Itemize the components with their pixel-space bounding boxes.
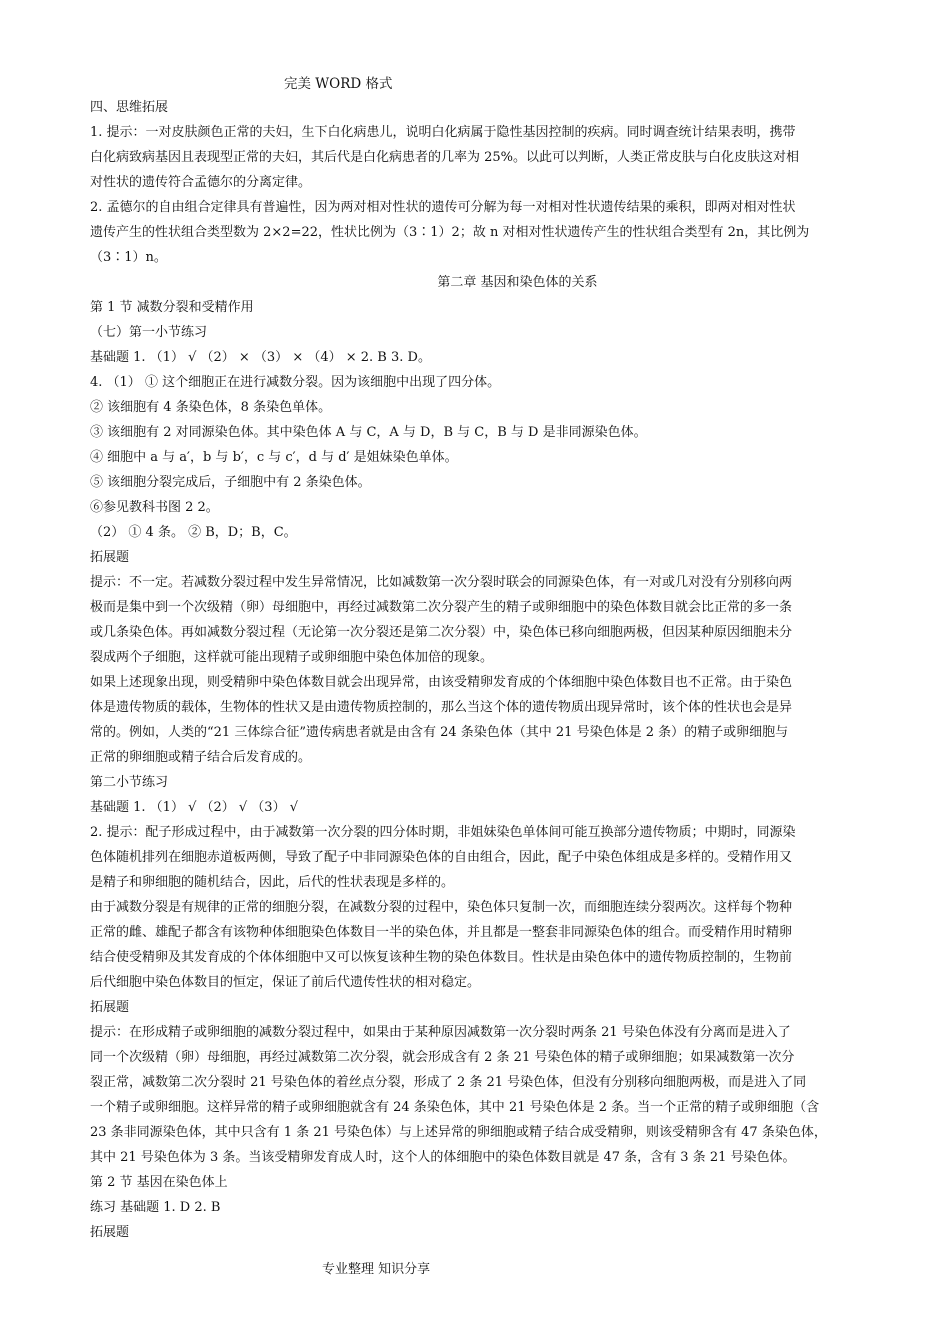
text-line: 裂正常，减数第二次分裂时 21 号染色体的着丝点分裂，形成了 2 条 21 号染色体，但没有分别移向细胞两极，而是进入了同 bbox=[90, 1075, 807, 1090]
chapter-title: 第二章 基因和染色体的关系 bbox=[437, 275, 598, 290]
text-line: 练习 基础题 1. D 2. B bbox=[90, 1200, 221, 1215]
text-line: 提示：不一定。若减数分裂过程中发生异常情况，比如减数第一次分裂时联会的同源染色体，有一对或几对没有分别移向两 bbox=[90, 575, 793, 590]
text-line: 如果上述现象出现，则受精卵中染色体数目就会出现异常，由该受精卵发育成的个体细胞中染色体数目也不正常。由于染色 bbox=[90, 675, 793, 690]
text-line: ③ 该细胞有 2 对同源染色体。其中染色体 A 与 C，A 与 D，B 与 C，B 与 D 是非同源染色体。 bbox=[90, 425, 647, 440]
text-line: 遗传产生的性状组合类型数为 2×2=22，性状比例为（3∶1）2；故 n 对相对性状遗传产生的性状组合类型有 2n，其比例为 bbox=[90, 225, 810, 240]
text-line: 结合使受精卵及其发育成的个体体细胞中又可以恢复该种生物的染色体数目。性状是由染色体中的遗传物质控制的，生物前 bbox=[90, 950, 793, 965]
text-line: （2） ① 4 条。 ② B，D；B，C。 bbox=[90, 525, 297, 540]
text-line: 基础题 1. （1） √ （2） √ （3） √ bbox=[90, 800, 298, 815]
text-line: 拓展题 bbox=[90, 1000, 130, 1015]
text-line: 色体随机排列在细胞赤道板两侧，导致了配子中非同源染色体的自由组合，因此，配子中染色体组成是多样的。受精作用又 bbox=[90, 850, 793, 865]
text-line: 正常的卵细胞或精子结合后发育成的。 bbox=[90, 750, 312, 765]
text-line: 一个精子或卵细胞。这样异常的精子或卵细胞就含有 24 条染色体，其中 21 号染色体是 2 条。当一个正常的精子或卵细胞（含 bbox=[90, 1100, 820, 1115]
text-line: 白化病致病基因且表现型正常的夫妇，其后代是白化病患者的几率为 25%。以此可以判断，人类正常皮肤与白化皮肤这对相 bbox=[90, 150, 800, 165]
text-line: （七）第一小节练习 bbox=[90, 325, 208, 340]
text-line: 四、思维拓展 bbox=[90, 100, 169, 115]
text-line: 1. 提示：一对皮肤颜色正常的夫妇，生下白化病患儿，说明白化病属于隐性基因控制的疾病。同时调查统计结果表明，携带 bbox=[90, 125, 796, 140]
text-line: 基础题 1. （1） √ （2） × （3） × （4） × 2. B 3. D。 bbox=[90, 350, 431, 365]
text-line: 是精子和卵细胞的随机结合，因此，后代的性状表现是多样的。 bbox=[90, 875, 455, 890]
page-header: 完美 WORD 格式 bbox=[284, 76, 393, 92]
text-line: 2. 提示：配子形成过程中，由于减数第一次分裂的四分体时期，非姐妹染色单体间可能互换部分遗传物质；中期时，同源染 bbox=[90, 825, 796, 840]
text-line: 后代细胞中染色体数目的恒定，保证了前后代遗传性状的相对稳定。 bbox=[90, 975, 481, 990]
text-line: 拓展题 bbox=[90, 1225, 130, 1240]
text-line: ④ 细胞中 a 与 a′，b 与 b′，c 与 c′，d 与 d′ 是姐妹染色单体。 bbox=[90, 450, 458, 465]
text-line: 23 条非同源染色体，其中只含有 1 条 21 号染色体）与上述异常的卵细胞或精子结合成受精卵，则该受精卵含有 47 条染色体， bbox=[90, 1125, 827, 1140]
text-line: 体是遗传物质的载体，生物体的性状又是由遗传物质控制的，那么当这个体的遗传物质出现异常时，该个体的性状也会是异 bbox=[90, 700, 793, 715]
text-line: ② 该细胞有 4 条染色体，8 条染色单体。 bbox=[90, 400, 332, 415]
text-line: 第二小节练习 bbox=[90, 775, 169, 790]
page-footer: 专业整理 知识分享 bbox=[322, 1262, 431, 1277]
text-line: 正常的雌、雄配子都含有该物种体细胞染色体数目一半的染色体，并且都是一整套非同源染色体的组合。而受精作用时精卵 bbox=[90, 925, 793, 940]
text-line: 其中 21 号染色体为 3 条。当该受精卵发育成人时，这个人的体细胞中的染色体数目就是 47 条，含有 3 条 21 号染色体。 bbox=[90, 1150, 796, 1165]
text-line: 2. 孟德尔的自由组合定律具有普遍性，因为两对相对性状的遗传可分解为每一对相对性状遗传结果的乘积，即两对相对性状 bbox=[90, 200, 796, 215]
text-line: ⑥参见教科书图 2 2。 bbox=[90, 500, 219, 515]
text-line: 第 2 节 基因在染色体上 bbox=[90, 1175, 228, 1190]
text-line: 对性状的遗传符合孟德尔的分离定律。 bbox=[90, 175, 312, 190]
text-line: 第 1 节 减数分裂和受精作用 bbox=[90, 300, 254, 315]
text-line: 拓展题 bbox=[90, 550, 130, 565]
text-line: 常的。例如，人类的“21 三体综合征”遗传病患者就是由含有 24 条染色体（其中 21 号染色体是 2 条）的精子或卵细胞与 bbox=[90, 725, 789, 740]
text-line: 由于减数分裂是有规律的正常的细胞分裂，在减数分裂的过程中，染色体只复制一次，而细胞连续分裂两次。这样每个物种 bbox=[90, 900, 793, 915]
document-body bbox=[90, 95, 860, 1245]
text-line: 裂成两个子细胞，这样就可能出现精子或卵细胞中染色体加倍的现象。 bbox=[90, 650, 494, 665]
text-line: （3∶1）n。 bbox=[90, 250, 167, 265]
text-line: 4. （1） ① 这个细胞正在进行减数分裂。因为该细胞中出现了四分体。 bbox=[90, 375, 501, 390]
text-line: 或几条染色体。再如减数分裂过程（无论第一次分裂还是第二次分裂）中，染色体已移向细胞两极，但因某种原因细胞未分 bbox=[90, 625, 793, 640]
text-line: ⑤ 该细胞分裂完成后，子细胞中有 2 条染色体。 bbox=[90, 475, 371, 490]
text-line: 提示：在形成精子或卵细胞的减数分裂过程中，如果由于某种原因减数第一次分裂时两条 21 号染色体没有分离而是进入了 bbox=[90, 1025, 791, 1040]
text-line: 极而是集中到一个次级精（卵）母细胞中，再经过减数第二次分裂产生的精子或卵细胞中的染色体数目就会比正常的多一条 bbox=[90, 600, 793, 615]
text-line: 同一个次级精（卵）母细胞，再经过减数第二次分裂，就会形成含有 2 条 21 号染色体的精子或卵细胞；如果减数第一次分 bbox=[90, 1050, 795, 1065]
